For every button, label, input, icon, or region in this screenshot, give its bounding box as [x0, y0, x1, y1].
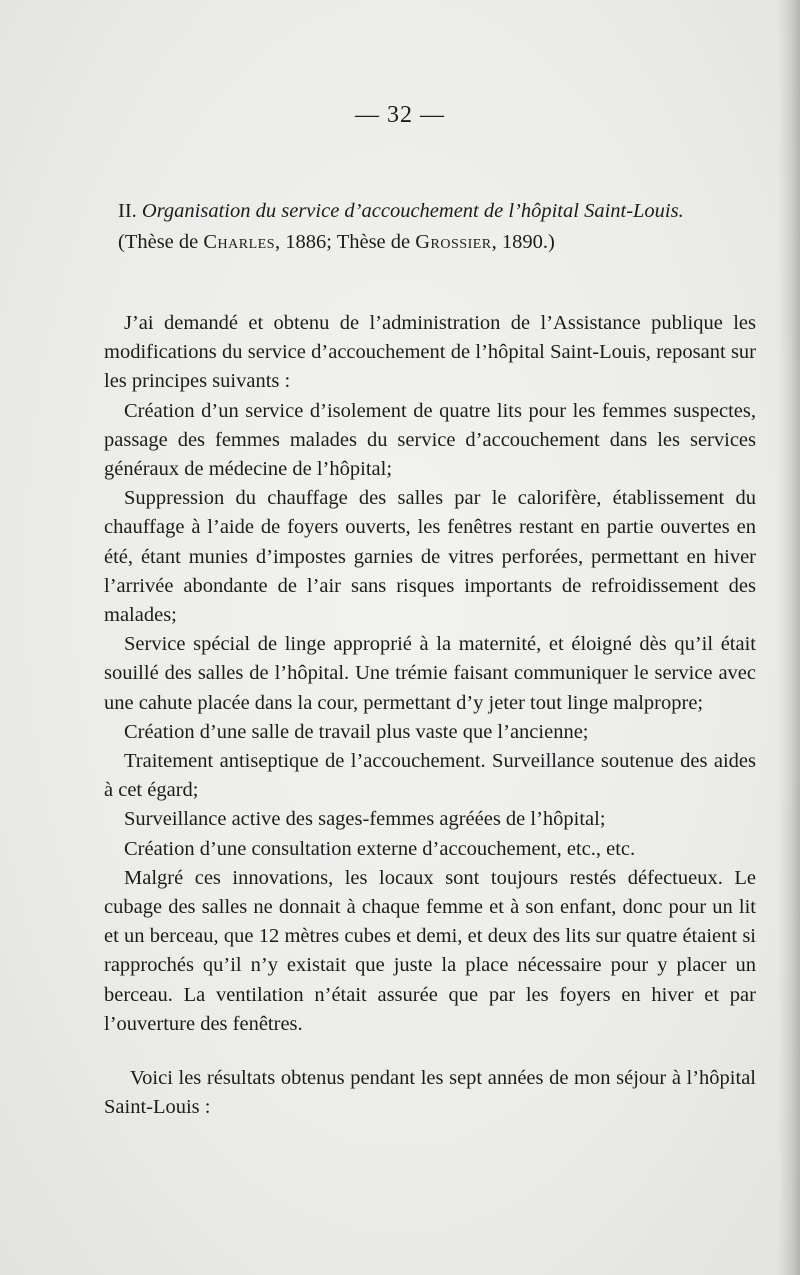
reference-suffix: , 1890.) — [491, 231, 555, 253]
section-heading — [118, 196, 758, 258]
body-text — [104, 309, 756, 1039]
paragraph: Traitement antiseptique de l’accouchement. Surveillance soutenue des aides à cet égard; — [104, 750, 756, 802]
reference-prefix: (Thèse de — [118, 231, 204, 253]
paragraph: Création d’un service d’isolement de quatre lits pour les femmes suspectes, passage des femmes malades du service d’accouchement dans les services généraux de médecine de l’hôpital; — [104, 399, 756, 481]
paragraph: Service spécial de linge approprié à la maternité, et éloigné dès qu’il était souillé des salles de l’hôpital. Une trémie faisant communiquer le service avec une cahute placée dans la cour, permettant d’y jeter tout linge malpropre; — [104, 633, 756, 714]
paragraph: Surveillance active des sages-femmes agréées de l’hôpital; — [124, 808, 606, 831]
closing-paragraph: Voici les résultats obtenus pendant les sept années de mon séjour à l’hôpital Saint-Louis : — [104, 1067, 756, 1119]
section-numeral: II. — [118, 200, 137, 222]
paragraph: Suppression du chauffage des salles par le calorifère, établissement du chauffage à l’aide de foyers ouverts, les fenêtres restant en partie ouvertes en été, étant munies d’impostes garnies de vitres perforées, permettant en hiver l’arrivée abondante de l’air sans risques importants de refroidissement des malades; — [104, 487, 756, 627]
page-edge-shadow — [778, 0, 800, 1275]
paragraph: Création d’une salle de travail plus vaste que l’ancienne; — [124, 720, 589, 743]
section-title-line — [118, 196, 758, 227]
reference-author-2: Grossier — [415, 231, 492, 253]
reference-author-1: Charles — [203, 231, 275, 253]
reference-middle: , 1886; Thèse de — [275, 231, 416, 253]
page-number: — 32 — — [355, 102, 445, 128]
paragraph: Création d’une consultation externe d’accouchement, etc., etc. — [124, 837, 636, 860]
section-title: Organisation du service d’accouchement de l’hôpital Saint-Louis. — [141, 200, 684, 222]
closing-text — [104, 1064, 756, 1122]
paragraph: J’ai demandé et obtenu de l’administration de l’Assistance publique les modifications du service d’accouchement de l’hôpital Saint-Louis, reposant sur les principes suivants : — [104, 312, 756, 393]
paragraph: Malgré ces innovations, les locaux sont toujours restés défectueux. Le cubage des salles ne donnait à chaque femme et à son enfant, donc pour un lit et un berceau, que 12 mètres cubes et demi, et deux des lits sur quatre étaient si rapprochés qu’il n’y existait que juste la place nécessaire pour y placer un berceau. La ventilation n’était assurée que par les foyers en hiver et par l’ouverture des fenêtres. — [104, 866, 756, 1035]
section-reference — [118, 227, 758, 258]
